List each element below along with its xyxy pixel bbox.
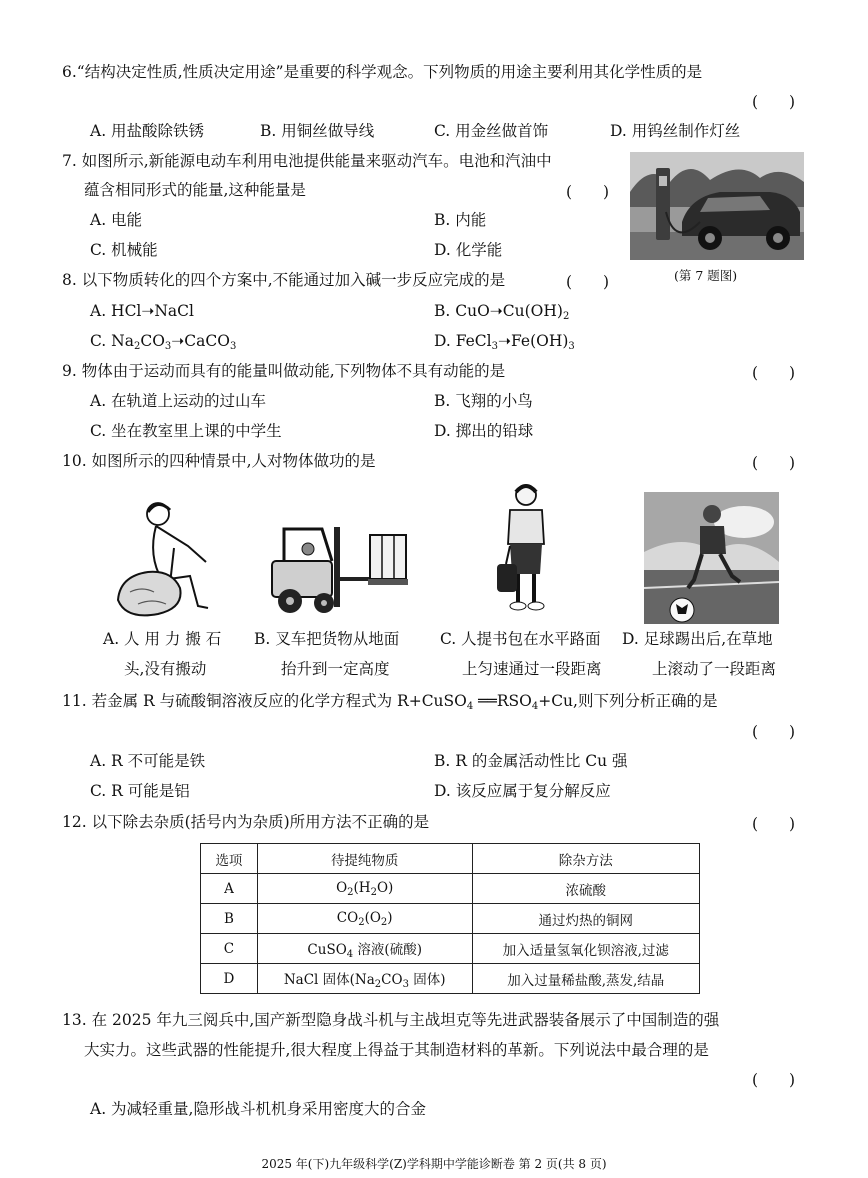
q11-option-c: C. R 可能是铝 <box>90 782 190 800</box>
q8-answer-paren: ( ) <box>566 273 610 291</box>
q11-option-a: A. R 不可能是铁 <box>90 752 206 770</box>
table-row <box>201 904 700 934</box>
page-footer: 2025 年(下)九年级科学(Z)学科期中学能诊断卷 第 2 页(共 8 页) <box>261 1157 607 1171</box>
q8-stem: 8. 以下物质转化的四个方案中,不能通过加入碱一步反应完成的是 <box>62 271 506 289</box>
q8-option-d: D. $FeCl_3➝Fe(OH)_3$ <box>434 332 575 352</box>
q12-stem: 12. 以下除去杂质(括号内为杂质)所用方法不正确的是 <box>62 813 430 831</box>
q10-caption-a-line1: A. 人 用 力 搬 石 <box>103 630 222 648</box>
q6-option-b: B. 用铜丝做导线 <box>260 122 375 140</box>
q11-option-b: B. R 的金属活动性比 Cu 强 <box>434 752 628 770</box>
q7-option-b: B. 内能 <box>434 211 487 229</box>
row-substance: $O_2(H_2O)$ <box>257 874 472 904</box>
row-method: 浓硫酸 <box>472 874 700 904</box>
q11-option-d: D. 该反应属于复分解反应 <box>434 782 611 800</box>
student-carrying-bag-illustration <box>496 482 558 624</box>
q6-option-a: A. 用盐酸除铁锈 <box>90 122 205 140</box>
row-substance: $CO_2(O_2)$ <box>257 904 472 934</box>
row-option: D <box>201 964 258 994</box>
q10-caption-b-line2: 抬升到一定高度 <box>281 660 390 678</box>
q9-stem: 9. 物体由于运动而具有的能量叫做动能,下列物体不具有动能的是 <box>62 362 506 380</box>
q13-stem-line1: 13. 在 2025 年九三阅兵中,国产新型隐身战斗机与主战坦克等先进武器装备展示了中国制造的强 <box>62 1011 720 1029</box>
q9-option-b: B. 飞翔的小鸟 <box>434 392 533 410</box>
q10-stem: 10. 如图所示的四种情景中,人对物体做功的是 <box>62 452 376 470</box>
man-pushing-rock-illustration <box>108 496 238 624</box>
row-method: 加入适量氢氧化钡溶液,过滤 <box>472 934 700 964</box>
q11-stem: 11. 若金属 R 与硫酸铜溶液反应的化学方程式为 R+CuSO$_4$ $══RSO_4+Cu$,则下列分析正确的是 <box>62 692 718 712</box>
q6-option-c: C. 用金丝做首饰 <box>434 122 549 140</box>
q7-option-d: D. 化学能 <box>434 241 503 259</box>
q7-option-c: C. 机械能 <box>90 241 158 259</box>
q8-option-c: C. $Na_2CO_3➝CaCO_3$ <box>90 332 237 352</box>
q9-option-a: A. 在轨道上运动的过山车 <box>90 392 267 410</box>
q13-stem-line2: 大实力。这些武器的性能提升,很大程度上得益于其制造材料的革新。下列说法中最合理的是 <box>84 1041 709 1059</box>
q10-answer-paren: ( ) <box>752 454 796 472</box>
q9-option-c: C. 坐在教室里上课的中学生 <box>90 422 282 440</box>
row-option: B <box>201 904 258 934</box>
impurity-removal-table <box>200 843 700 994</box>
q8-option-b: B. $CuO➝Cu(OH)_2$ <box>434 302 570 322</box>
q10-caption-b-line1: B. 叉车把货物从地面 <box>254 630 400 648</box>
row-option: C <box>201 934 258 964</box>
q12-answer-paren: ( ) <box>752 815 796 833</box>
q10-caption-c-line2: 上匀速通过一段距离 <box>462 660 602 678</box>
row-method: 通过灼热的铜网 <box>472 904 700 934</box>
q13-option-a: A. 为减轻重量,隐形战斗机机身采用密度大的合金 <box>90 1100 426 1118</box>
table-row <box>201 874 700 904</box>
q7-answer-paren: ( ) <box>566 183 610 201</box>
q6-option-d: D. 用钨丝制作灯丝 <box>610 122 741 140</box>
q13-answer-paren: ( ) <box>752 1071 796 1089</box>
q10-caption-a-line2: 头,没有搬动 <box>124 660 207 678</box>
q7-stem-line1: 7. 如图所示,新能源电动车利用电池提供能量来驱动汽车。电池和汽油中 <box>62 152 552 170</box>
q10-caption-c-line1: C. 人提书包在水平路面 <box>440 630 601 648</box>
table-header-row <box>201 844 700 874</box>
q6-stem: 6.“结构决定性质,性质决定用途”是重要的科学观念。下列物质的用途主要利用其化学性质的是 <box>62 63 703 81</box>
ev-charging-photo <box>630 152 804 260</box>
forklift-illustration <box>270 527 408 615</box>
row-substance: CuSO$_4$ 溶液(硫酸) <box>257 934 472 964</box>
q9-option-d: D. 掷出的铅球 <box>434 422 534 440</box>
q10-caption-d-line1: D. 足球踢出后,在草地 <box>622 630 773 648</box>
table-row <box>201 934 700 964</box>
row-substance: NaCl 固体($Na_2CO_3$ 固体) <box>257 964 472 994</box>
q6-answer-paren: ( ) <box>752 93 796 111</box>
q11-answer-paren: ( ) <box>752 723 796 741</box>
header-method: 除杂方法 <box>472 844 700 874</box>
row-method: 加入过量稀盐酸,蒸发,结晶 <box>472 964 700 994</box>
q7-option-a: A. 电能 <box>90 211 143 229</box>
table-row <box>201 964 700 994</box>
boy-kicking-football-photo <box>644 492 779 624</box>
row-option: A <box>201 874 258 904</box>
q8-option-a: A. HCl➝NaCl <box>90 302 194 320</box>
header-substance: 待提纯物质 <box>257 844 472 874</box>
q7-stem-line2: 蕴含相同形式的能量,这种能量是 <box>84 181 306 199</box>
q9-answer-paren: ( ) <box>752 364 796 382</box>
q10-caption-d-line2: 上滚动了一段距离 <box>652 660 777 678</box>
q7-figure-caption: (第 7 题图) <box>674 268 738 283</box>
header-option: 选项 <box>201 844 258 874</box>
